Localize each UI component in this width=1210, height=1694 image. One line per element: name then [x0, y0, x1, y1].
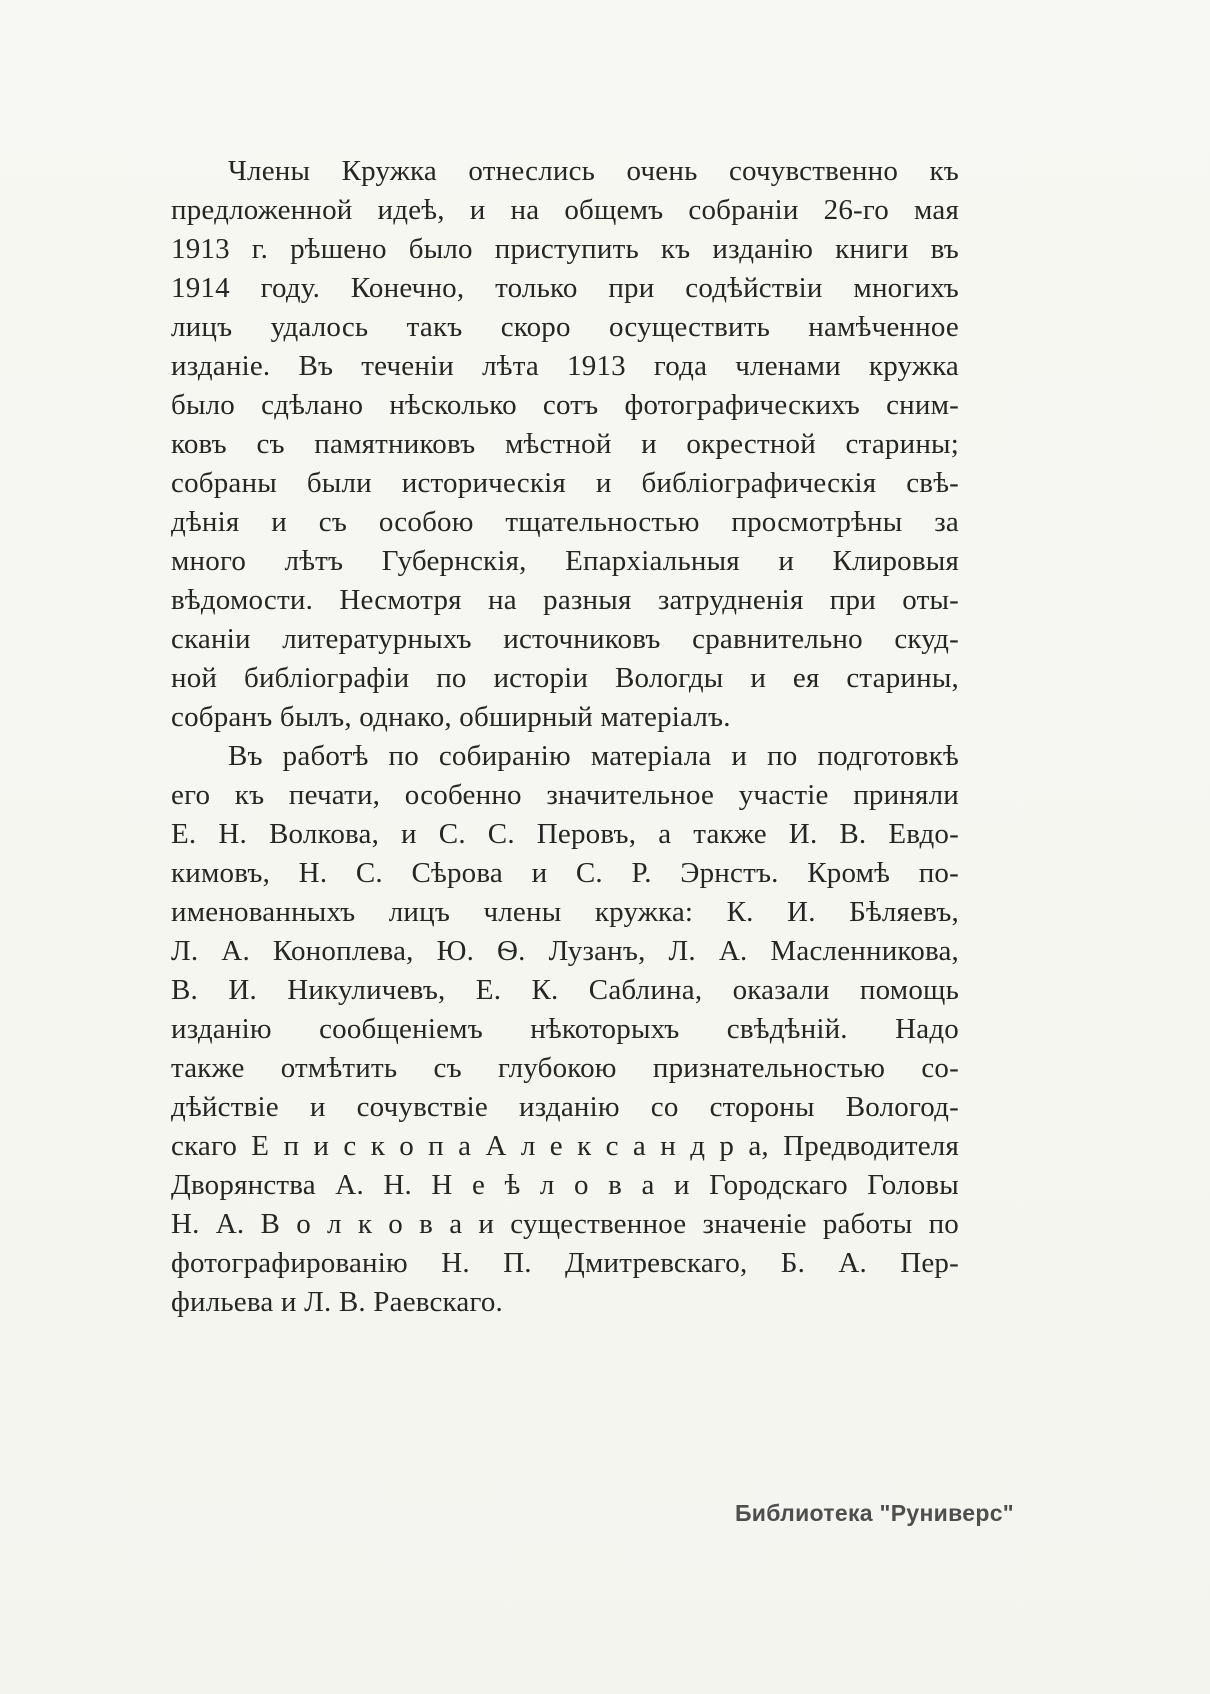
text-line: В. И. Никуличевъ, Е. К. Саблина, оказали помощь: [171, 974, 959, 1006]
text-line: фильева и Л. В. Раевскаго.: [171, 1286, 504, 1318]
text-line: Въ работѣ по собиранію матеріала и по подготовкѣ: [228, 740, 959, 772]
text-line: изданіе. Въ теченіи лѣта 1913 года членами кружка: [171, 350, 959, 382]
body-text: [171, 152, 959, 1322]
text-line: собранъ былъ, однако, обширный матеріалъ.: [171, 701, 731, 733]
text-line: Н. А. В о л к о в а и существенное значеніе работы по: [171, 1208, 959, 1240]
text-line: Дворянства А. Н. Н е ѣ л о в а и Городскаго Головы: [171, 1169, 959, 1201]
paragraph: [171, 737, 959, 1322]
text-line: было сдѣлано нѣсколько сотъ фотографическихъ сним-: [171, 389, 959, 421]
text-line: 1914 году. Конечно, только при содѣйствіи многихъ: [171, 272, 959, 304]
text-line: ковъ съ памятниковъ мѣстной и окрестной старины;: [171, 428, 959, 460]
text-line: вѣдомости. Несмотря на разныя затрудненія при оты-: [171, 584, 959, 616]
text-line: фотографированію Н. П. Дмитревскаго, Б. А. Пер-: [171, 1247, 959, 1279]
text-line: Члены Кружка отнеслись очень сочувственно къ: [228, 155, 959, 187]
text-line: сканіи литературныхъ источниковъ сравнительно скуд-: [171, 623, 959, 655]
text-line: предложенной идеѣ, и на общемъ собраніи 26-го мая: [171, 194, 959, 226]
text-line: именованныхъ лицъ члены кружка: К. И. Бѣляевъ,: [171, 896, 959, 928]
text-line: ной библіографіи по исторіи Вологды и ея старины,: [171, 662, 959, 694]
text-line: много лѣтъ Губернскія, Епархіальныя и Клировыя: [171, 545, 959, 577]
text-line: также отмѣтить съ глубокою признательностью со-: [171, 1052, 959, 1084]
text-line: собраны были историческія и библіографическія свѣ-: [171, 467, 959, 499]
paragraph: [171, 152, 959, 737]
text-line: Е. Н. Волкова, и С. С. Перовъ, а также И. В. Евдо-: [171, 818, 959, 850]
text-line: лицъ удалось такъ скоро осуществить намѣченное: [171, 311, 959, 343]
text-line: скаго Е п и с к о п а А л е к с а н д р а, Предводителя: [171, 1130, 959, 1162]
text-line: 1913 г. рѣшено было приступить къ изданію книги въ: [171, 233, 959, 265]
text-line: дѣйствіе и сочувствіе изданію со стороны Вологод-: [171, 1091, 959, 1123]
text-line: дѣнія и съ особою тщательностью просмотрѣны за: [171, 506, 959, 538]
text-line: кимовъ, Н. С. Сѣрова и С. Р. Эрнстъ. Кромѣ по-: [171, 857, 959, 889]
text-line: изданію сообщеніемъ нѣкоторыхъ свѣдѣній. Надо: [171, 1013, 959, 1045]
text-line: Л. А. Коноплева, Ю. Ѳ. Лузанъ, Л. А. Масленникова,: [171, 935, 959, 967]
library-watermark: Библиотека "Руниверс": [734, 1500, 1014, 1526]
text-line: его къ печати, особенно значительное участіе приняли: [171, 779, 959, 811]
